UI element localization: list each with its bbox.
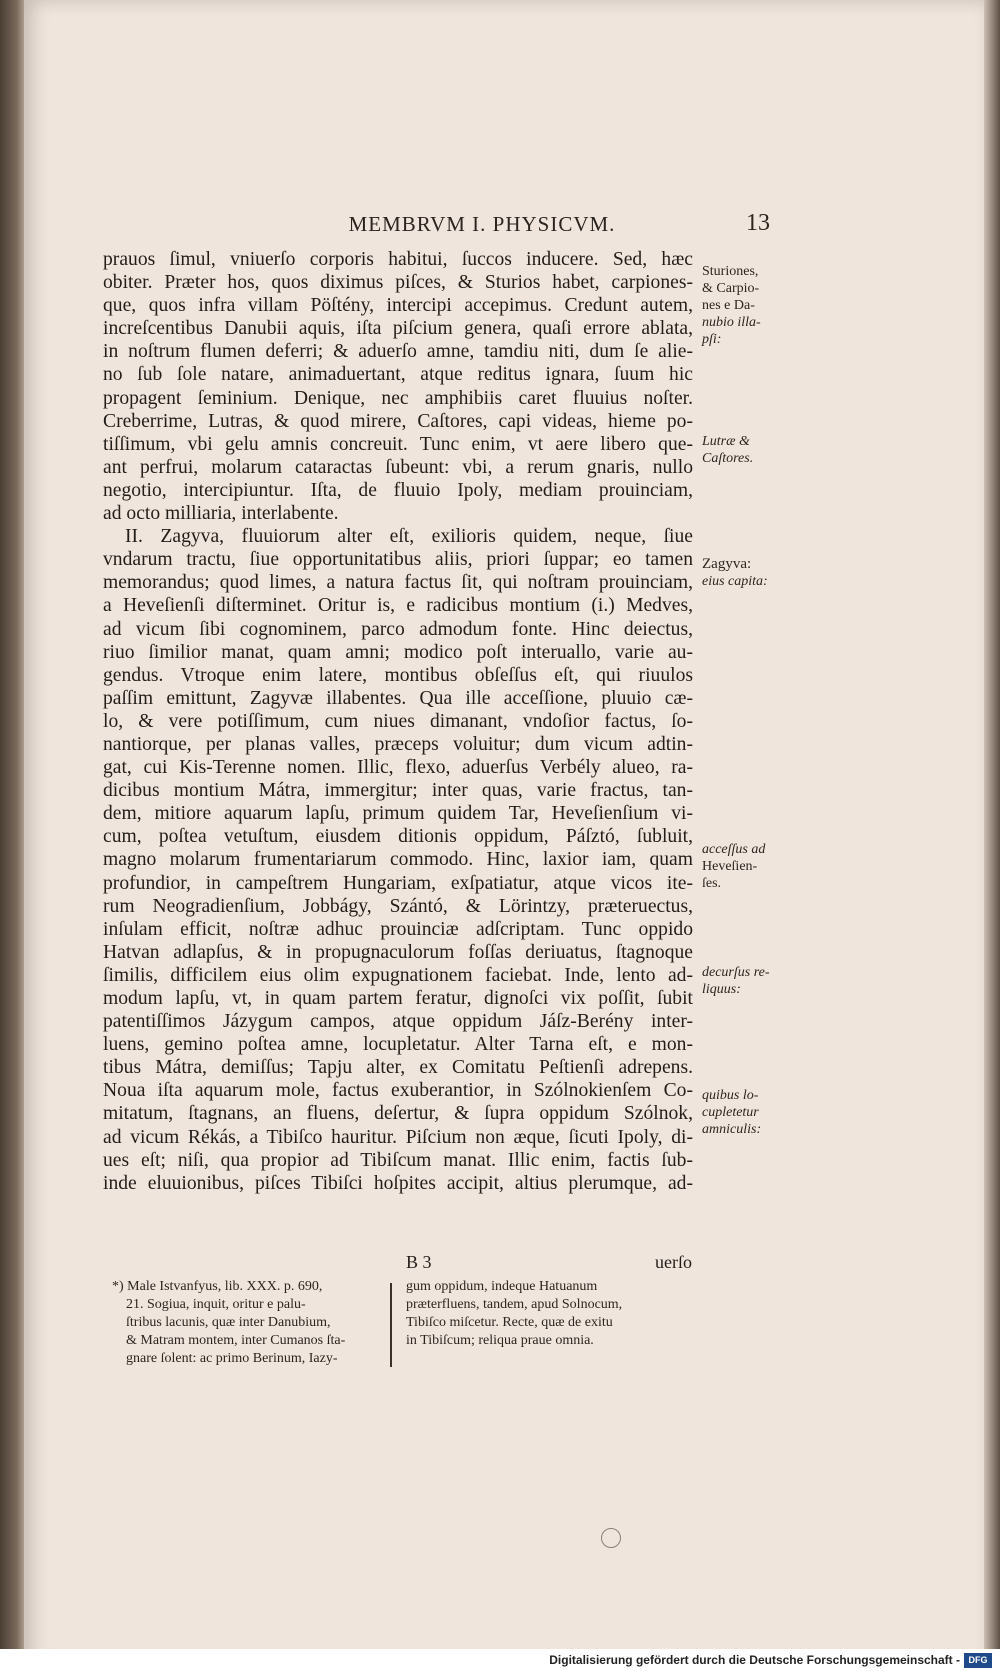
text-line: ant perfrui, molarum cataractas ſubeunt: vbi, a rerum gnaris, nullo [103,456,693,478]
text-line: memorandus; quod limes, a natura factus ſit, qui noſtram prouinciam, [103,572,693,594]
text-line: modum lapſu, vt, in quam partem feratur, dignoſci vix poſſit, ſubit [103,988,693,1009]
page-edge-shadow [984,0,1000,1671]
text-line: inde eluuionibus, piſces Tibiſci hoſpites accipit, altius plerumque, ad- [103,1172,693,1194]
text-line: que, quos infra villam Pöſtény, intercipi accepimus. Credunt autem, [103,295,693,317]
text-line: rum Neogradienſium, Jobbágy, Szántó, & Lörintzy, præteruectus, [103,895,693,917]
text-line: patentiſſimos Jázygum campos, atque oppidum Jáſz-Berény inter- [103,1011,693,1033]
text-line: propagent ſeminium. Denique, nec amphibiis caret fluuius noſter. [103,387,693,409]
text-line: ad octo milliaria, interlabente. [103,503,339,525]
text-line: Hatvan adlapſus, & in propugnaculorum foſſas deriuatus, ſtagnoque [103,941,693,963]
text-line: Creberrime, Lutras, & quod mirere, Caſtores, capi videas, hieme po- [103,410,693,432]
margin-note-decursus: decurſus re- liquus: [702,965,770,997]
footnote-column-divider [390,1283,392,1367]
text-line: ſimilis, difficilem eius olim expugnationem faciebat. Inde, lento ad- [103,964,693,986]
footnote-line: Tibiſco miſcetur. Recte, quæ de exitu [406,1315,613,1330]
page-number: 13 [746,210,770,236]
text-line: ad vicum Rékás, a Tibiſco hauritur. Piſcium non æque, ſicuti Ipoly, di- [103,1126,693,1148]
footnote-line: 21. Sogiua, inquit, oritur e palu- [126,1297,306,1312]
text-line: II. Zagyva, fluuiorum alter eſt, exilioris quidem, neque, ſiue [125,526,693,548]
text-line: ues eſt; niſi, qua propior ad Tibiſcum manat. Illic enim, factis ſub- [103,1149,693,1171]
text-line: inſulam efficit, noſtræ adhuc prouinciæ adſcriptam. Tunc oppido [103,918,693,940]
text-line: paſſim emittunt, Zagyvæ illabentes. Qua ille acceſſione, pluuio cæ- [103,687,693,709]
text-line: increſcentibus Danubii aquis, iſta piſcium genera, quaſi errore ablata, [103,318,693,340]
margin-note-quibus: quibus lo- cupletetur amniculis: [702,1088,762,1137]
text-line: dicibus montium Mátra, immergitur; inter quas, varie fractus, tan- [103,780,693,802]
text-line: dem, mitiore aquarum lapſu, primum quidem Tar, Heveſienſium vi- [103,803,693,825]
footnote-left-column [112,1278,384,1368]
text-line: mitatum, ſtagnans, an fluens, deſertur, & ſupra oppidum Szólnok, [103,1103,693,1125]
text-line: obiter. Præter hos, quos diximus piſces, & Sturios habet, carpiones- [103,272,693,294]
text-line: Noua iſta aquarum mole, factus exuberantior, in Szólnokienſem Co- [103,1080,693,1102]
text-line: gendus. Vtroque enim latere, montibus obſeſſus eſt, qui riuulos [103,664,693,686]
margin-note-zagyva: Zagyva: eius capita: [702,556,768,589]
footnote-line: in Tibiſcum; reliqua praue omnia. [406,1333,594,1348]
text-line: prauos ſimul, vniuerſo corporis habitui, ſuccos inducere. Sed, hæc [103,249,693,270]
footnote-line: & Matram montem, inter Cumanos ſta- [126,1333,346,1348]
margin-note-sturiones: Sturiones, & Carpio- nes e Da- nubio illa- pſi: [702,264,761,347]
text-line: vndarum tractu, ſiue opportunitatibus aliis, priori ſuppar; eo tamen [103,549,693,571]
text-line: magno molarum frumentariarum commodo. Hinc, laxior iam, quam [103,849,693,871]
footnote-line: *) Male Istvanfyus, lib. XXX. p. 690, [112,1279,323,1294]
text-line: negotio, intercipiuntur. Iſta, de fluuio Ipoly, mediam prouinciam, [103,479,693,501]
running-title: MEMBRVM I. PHYSICVM. [348,212,616,236]
footnote-right-column [406,1278,696,1350]
text-line: riuo ſimilior manat, quam amni; modico poſt interuallo, varie au- [103,641,693,663]
footnote-line: gnare ſolent: ac primo Berinum, Iazy- [126,1351,338,1366]
library-stamp-icon [601,1528,621,1548]
text-line: ad vicum ſibi cognominem, parco admodum fonte. Hinc deiectus, [103,618,693,640]
text-line: lo, & vere potiſſimum, cum niues dimanant, vndoſior factus, ſo- [103,710,693,732]
main-text-block [103,248,693,1195]
text-line: luens, gemino poſtea amne, locupletatur. Alter Tarna eſt, e mon- [103,1034,693,1056]
text-line: tibus Mátra, demiſſus; Tapju alter, ex Comitatu Peſtienſi adrepens. [103,1057,693,1079]
footer-credit: Digitalisierung gefördert durch die Deutsche Forschungsgemeinschaft - [549,1653,960,1667]
text-line: in noſtrum flumen deferri; & aduerſo amne, tamdiu niti, dum ſe alie- [103,341,693,363]
signature-mark: B 3 [406,1252,432,1272]
text-line: no ſub ſole natare, animaduertant, atque reditus ignara, ſuum hic [103,364,693,386]
digitization-footer [0,1649,1000,1671]
text-line: cum, poſtea vetuſtum, eiusdem ditionis oppidum, Páſztó, ſubluit, [103,826,693,848]
margin-note-accessus: acceſſus ad Heveſien- ſes. [702,842,766,891]
margin-note-lutrae: Lutræ & Caſtores. [702,434,754,466]
text-line: a Heveſienſi diſterminet. Oritur is, e radicibus montium (i.) Medves, [103,595,693,617]
catchword: uerſo [655,1252,692,1272]
text-line: tiſſimum, vbi gelu amnis concreuit. Tunc enim, vt aere libero que- [103,433,693,455]
text-line: nantiorque, per planas valles, præceps voluitur; dum vicum adtin- [103,733,693,755]
dfg-logo-icon[interactable]: DFG [964,1653,992,1668]
text-line: gat, cui Kis-Terenne nomen. Illic, flexo, aduerſus Verbély alueo, ra- [103,757,693,779]
footnote-line: gum oppidum, indeque Hatuanum [406,1279,598,1294]
footnote-line: præterfluens, tandem, apud Solnocum, [406,1297,623,1312]
footnote-line: ſtribus lacunis, quæ inter Danubium, [126,1315,331,1330]
text-line: profundior, in campeſtrem Hungariam, exſpatiatur, atque vicos ite- [103,872,693,894]
